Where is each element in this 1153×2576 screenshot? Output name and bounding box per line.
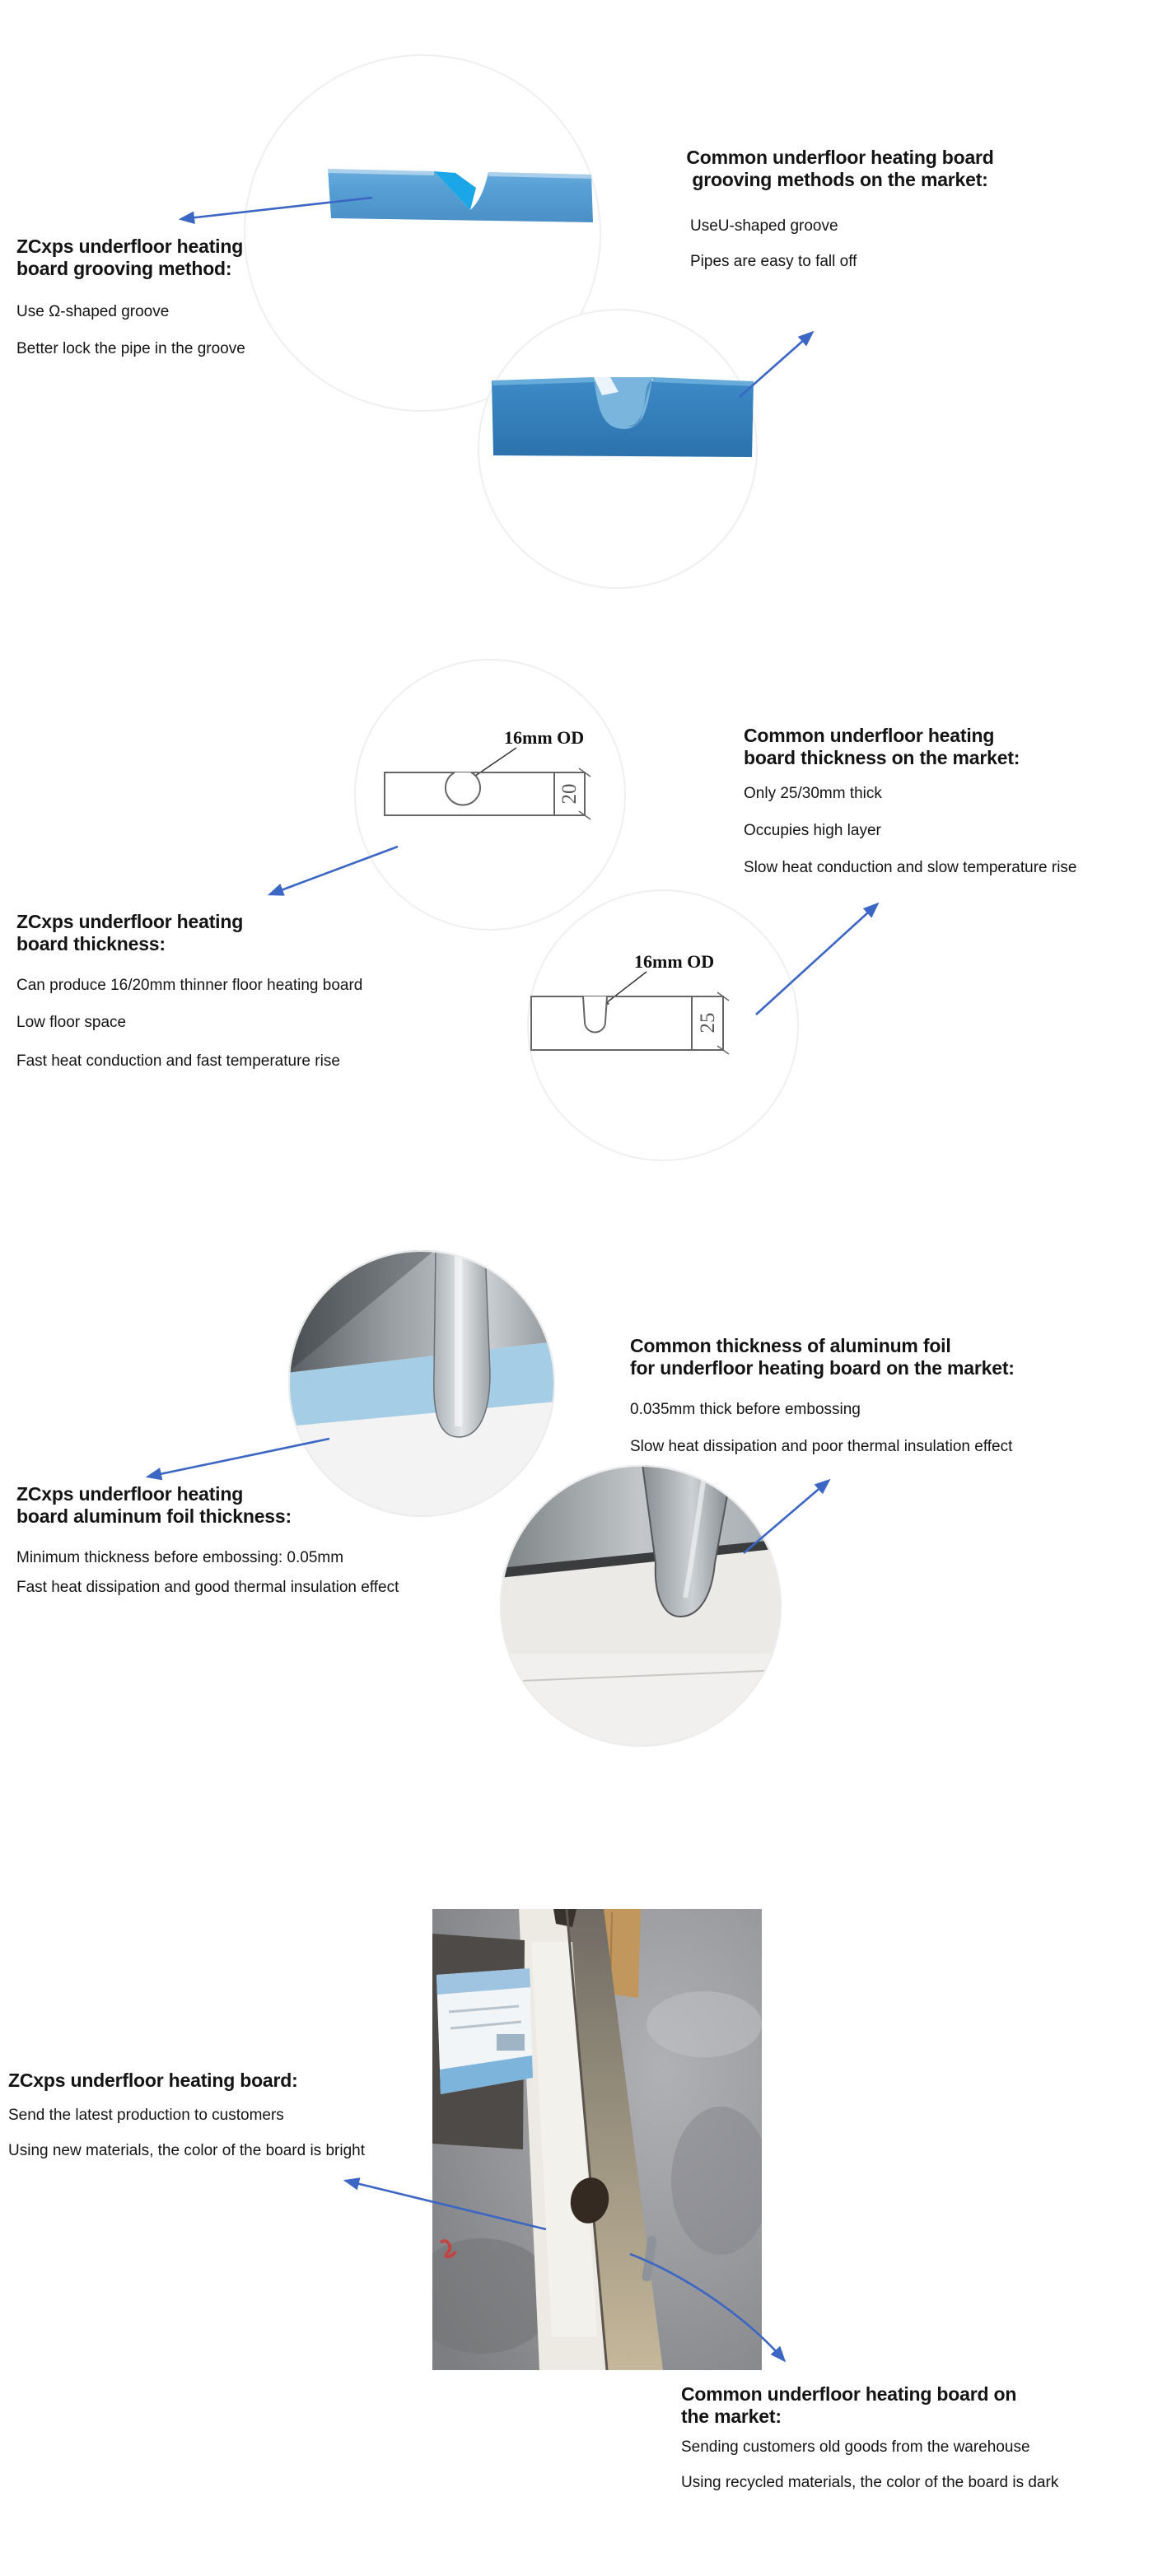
zcxps-thickness-title: ZCxps underfloor heating board thickness:	[16, 911, 244, 954]
zcxps-foil-title: ZCxps underfloor heating board aluminum foil thickness:	[16, 1483, 292, 1527]
zcxps-grooving-title: ZCxps underfloor heating board grooving method:	[16, 236, 244, 279]
market-board-color-title: Common underfloor heating board on the market:	[681, 2383, 1017, 2427]
market-grooving-title: Common underfloor heating board grooving methods on the market:	[686, 147, 994, 190]
zcxps-thickness-point: Low floor space	[16, 1014, 127, 1031]
market-foil-point: Slow heat dissipation and poor thermal insulation effect	[630, 1438, 1013, 1455]
zcxps-omega-groove-board-photo	[321, 163, 597, 229]
leader-line	[603, 972, 647, 1006]
zcxps-board-color-point: Using new materials, the color of the board is bright	[8, 2142, 365, 2159]
zcxps-foil-point: Fast heat dissipation and good thermal insulation effect	[16, 1579, 399, 1596]
omega-groove-outline	[446, 772, 480, 805]
market-thickness-point: Occupies high layer	[744, 822, 881, 839]
pipe-od-label: 16mm OD	[634, 951, 715, 972]
zcxps-grooving-point: Use Ω-shaped groove	[16, 303, 170, 320]
market-thickness-point: Only 25/30mm thick	[744, 785, 882, 802]
zcxps-thickness-point: Fast heat conduction and fast temperature rise	[16, 1052, 340, 1070]
zcxps-foil-point: Minimum thickness before embossing: 0.05mm	[16, 1549, 344, 1566]
market-u-groove-board-photo	[488, 371, 756, 465]
pipe-od-label: 16mm OD	[504, 727, 585, 748]
market-thickness-point: Slow heat conduction and slow temperature rise	[744, 859, 1077, 876]
thickness-dimension: 25	[697, 1012, 719, 1034]
thickness-dimension: 20	[558, 783, 581, 805]
zcxps-thickness-point: Can produce 16/20mm thinner floor heating board	[16, 977, 363, 994]
market-board-color-point: Using recycled materials, the color of the board is dark	[681, 2474, 1059, 2491]
market-grooving-point: Pipes are easy to fall off	[690, 253, 857, 270]
zcxps-board-color-title: ZCxps underfloor heating board:	[8, 2070, 298, 2091]
market-foil-closeup-photo	[499, 1464, 782, 1748]
zcxps-board-color-point: Send the latest production to customers	[8, 2107, 284, 2124]
market-board-color-point: Sending customers old goods from the warehouse	[681, 2438, 1030, 2456]
market-foil-title: Common thickness of aluminum foil for underfloor heating board on the market:	[630, 1335, 1015, 1379]
market-foil-point: 0.035mm thick before embossing	[630, 1401, 861, 1418]
thick-board-cross-section-diagram	[511, 943, 758, 1058]
market-grooving-point: UseU-shaped groove	[690, 217, 838, 235]
zcxps-grooving-point: Better lock the pipe in the groove	[16, 340, 245, 357]
u-groove-outline	[583, 996, 607, 1033]
board-color-comparison-photo	[432, 1909, 762, 2370]
thin-board-cross-section-diagram	[375, 710, 605, 821]
market-thickness-title: Common underfloor heating board thickness on the market:	[744, 725, 1020, 768]
